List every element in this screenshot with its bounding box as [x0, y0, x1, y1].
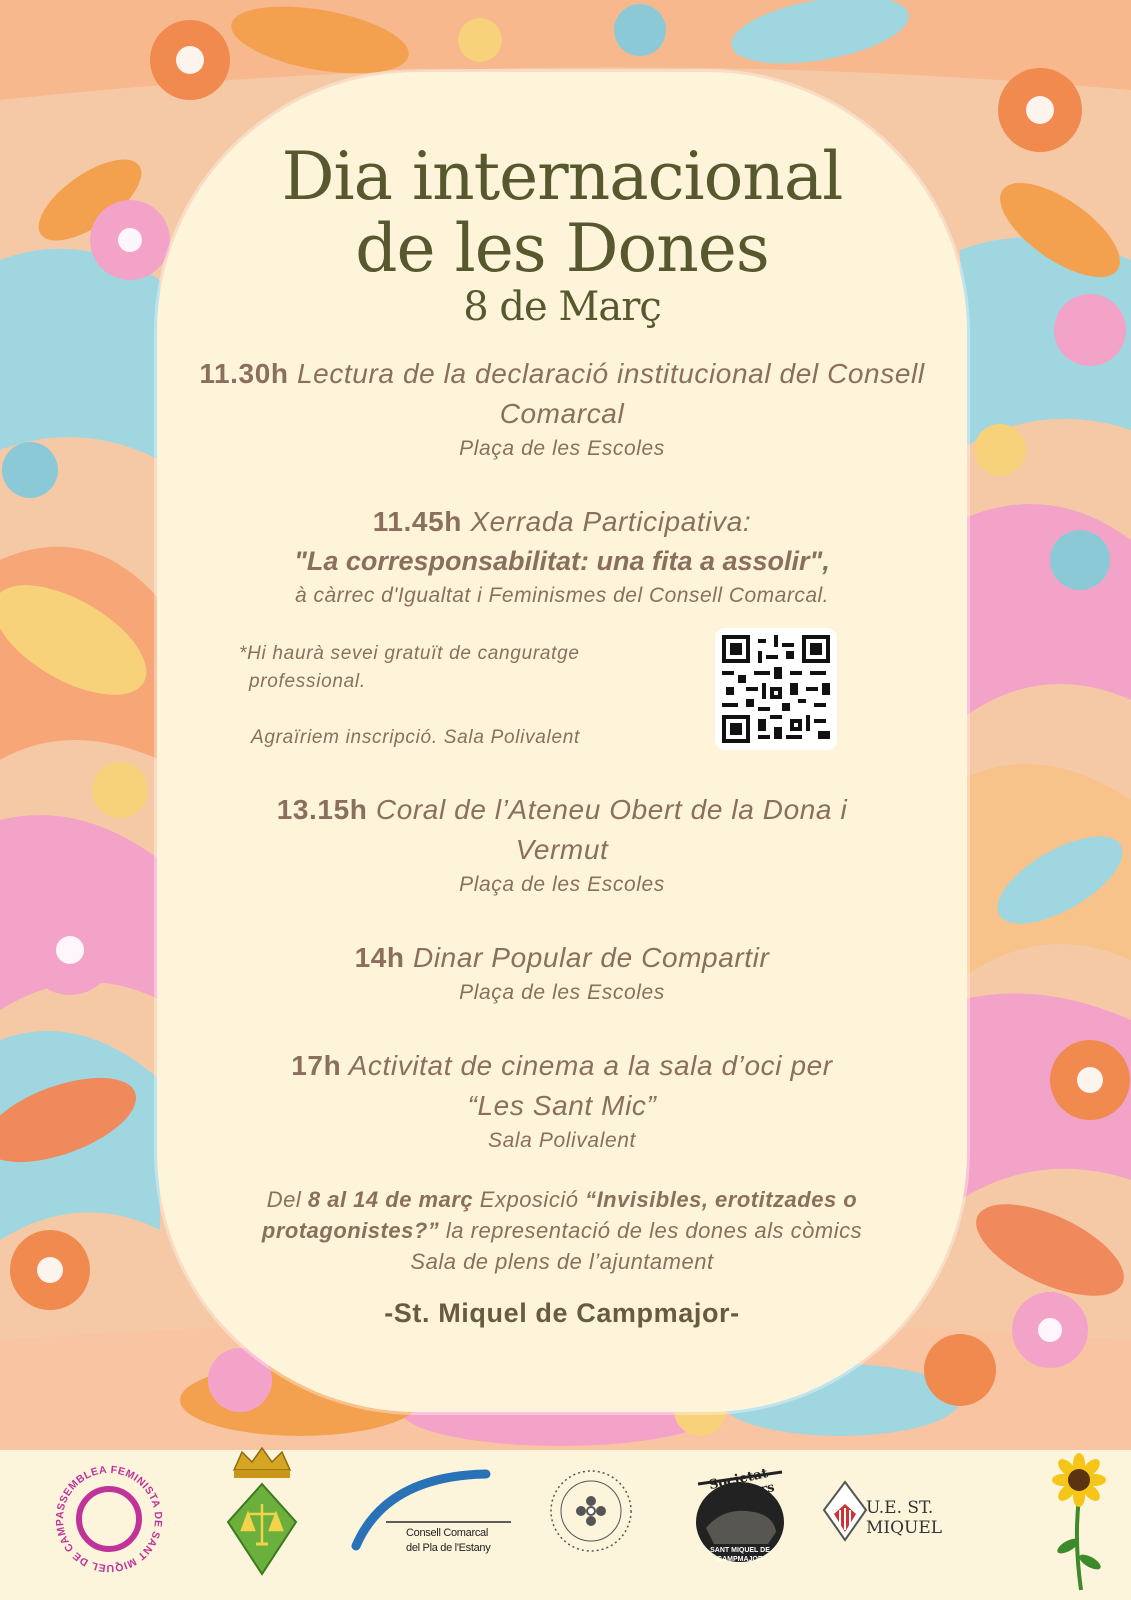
hunters-title: Societat Caçadors	[707, 1466, 776, 1509]
town-name: -St. Miquel de Campmajor-	[384, 1298, 740, 1328]
event-time: 11.45h	[372, 506, 462, 537]
consell-line-1: Consell Comarcal	[406, 1527, 489, 1539]
event-4	[187, 938, 937, 1008]
exhibition-description: la representació de les dones als còmics	[445, 1218, 863, 1243]
exhibition-place: Sala de plens de l’ajuntament	[410, 1249, 714, 1274]
town-coat-of-arms	[222, 1444, 302, 1584]
event-text: Xerrada Participativa:	[470, 506, 752, 537]
exhibition	[187, 1184, 937, 1277]
event-place: Plaça de les Escoles	[459, 873, 665, 896]
sunflower-icon	[1048, 1450, 1110, 1595]
ue-st-miquel-logo	[822, 1480, 1012, 1542]
program-card	[157, 72, 967, 1412]
childcare-note	[239, 640, 699, 752]
event-1	[187, 354, 937, 464]
assembly-text: ASSEMBLEA FEMINISTA DE SANT MIQUEL DE CAMP	[53, 1463, 165, 1575]
event-quote: "La corresponsabilitat: una fita a assolir"	[294, 546, 823, 576]
hunters-subtitle-2: CAMPMAJOR	[717, 1556, 763, 1563]
consell-comarcal-logo	[346, 1456, 516, 1566]
exhibition-title: “Invisibles, erotitzades o protagonistes?”	[261, 1187, 858, 1243]
hunters-subtitle-1: SANT MIQUEL DE	[710, 1547, 770, 1554]
note-line-2: professional.	[249, 671, 366, 692]
exhibition-label: Exposició	[479, 1187, 579, 1212]
event-time: 14h	[354, 942, 405, 973]
event-text: Coral de l’Ateneu Obert de la Dona i Vermut	[375, 794, 848, 865]
note-line-1: *Hi haurà sevei gratuït de canguratge	[239, 643, 580, 664]
event-2	[187, 502, 937, 612]
event-3	[187, 790, 937, 900]
sponsor-footer	[0, 1450, 1131, 1600]
exhibition-prefix: Del	[266, 1187, 302, 1212]
svg-text:ASSEMBLEA FEMINISTA DE SANT MI	[50, 1460, 164, 1574]
qr-code-icon	[722, 635, 830, 743]
registration-qr-code[interactable]	[715, 628, 837, 750]
event-date: 8 de Març	[463, 284, 661, 330]
note-line-3: Agraïriem inscripció. Sala Polivalent	[251, 727, 580, 748]
event-quote-tail: ,	[822, 546, 830, 576]
event-time: 17h	[291, 1050, 342, 1081]
event-text: Dinar Popular de Compartir	[413, 942, 770, 973]
event-organizer: à càrrec d'Igualtat i Feminismes del Consell Comarcal.	[294, 584, 830, 607]
event-place: Sala Polivalent	[488, 1129, 636, 1152]
event-place: Plaça de les Escoles	[459, 437, 665, 460]
event-text: Lectura de la declaració institucional del Consell Comarcal	[296, 358, 925, 429]
exhibition-dates: 8 al 14 de març	[307, 1187, 474, 1212]
event-text: Activitat de cinema a la sala d’oci per “Les Sant Mic”	[348, 1050, 833, 1121]
consell-line-2: del Pla de l'Estany	[406, 1542, 491, 1554]
event-5	[187, 1046, 937, 1156]
ue-label: U.E. ST. MIQUEL	[866, 1498, 943, 1538]
title-line-2: de les Dones	[355, 210, 769, 287]
hunters-society-logo	[684, 1454, 796, 1578]
event-time: 11.30h	[199, 358, 289, 389]
event-time: 13.15h	[276, 794, 368, 825]
title-line-1: Dia internacional	[281, 138, 843, 215]
association-stamp-logo	[548, 1468, 634, 1554]
event-place: Plaça de les Escoles	[459, 981, 665, 1004]
assembly-feminist-logo	[50, 1460, 168, 1578]
